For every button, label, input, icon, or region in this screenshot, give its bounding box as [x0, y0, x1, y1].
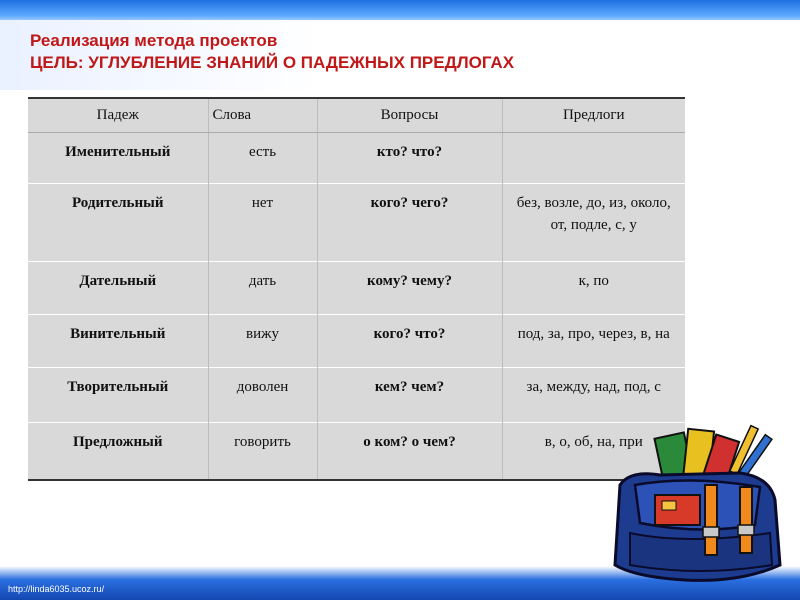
case-cell: Винительный — [28, 315, 208, 368]
column-header-prepositions: Предлоги — [502, 98, 685, 133]
word-cell: дать — [208, 262, 317, 315]
table-row — [28, 368, 685, 423]
column-header-questions: Вопросы — [317, 98, 502, 133]
prepositions-cell: к, по — [502, 262, 685, 315]
word-cell: говорить — [208, 423, 317, 481]
word-cell: доволен — [208, 368, 317, 423]
title-line-1: Реализация метода проектов — [30, 31, 278, 50]
case-cell: Творительный — [28, 368, 208, 423]
questions-cell: о ком? о чем? — [317, 423, 502, 481]
column-header-words: Слова — [208, 98, 317, 133]
word-cell: есть — [208, 133, 317, 184]
word-cell: вижу — [208, 315, 317, 368]
table-row — [28, 315, 685, 368]
prepositions-cell: без, возле, до, из, около, от, подле, с, у — [502, 184, 685, 262]
case-cell: Предложный — [28, 423, 208, 481]
prepositions-cell: в, о, об, на, при — [502, 423, 685, 481]
column-header-case: Падеж — [28, 98, 208, 133]
table-row — [28, 262, 685, 315]
questions-cell: кого? чего? — [317, 184, 502, 262]
questions-cell: кого? что? — [317, 315, 502, 368]
table-row — [28, 423, 685, 481]
cases-table — [28, 97, 685, 481]
questions-cell: кем? чем? — [317, 368, 502, 423]
questions-cell: кто? что? — [317, 133, 502, 184]
school-backpack-icon — [590, 415, 790, 585]
case-cell: Дательный — [28, 262, 208, 315]
title-line-2: ЦЕЛЬ: УГЛУБЛЕНИЕ ЗНАНИЙ О ПАДЕЖНЫХ ПРЕДЛОГАХ — [30, 53, 515, 72]
case-cell: Именительный — [28, 133, 208, 184]
case-cell: Родительный — [28, 184, 208, 262]
prepositions-cell: за, между, над, под, с — [502, 368, 685, 423]
questions-cell: кому? чему? — [317, 262, 502, 315]
slide-title — [30, 30, 514, 74]
prepositions-cell — [502, 133, 685, 184]
word-cell: нет — [208, 184, 317, 262]
table-row — [28, 133, 685, 184]
cases-table-container — [28, 97, 685, 481]
table-row — [28, 184, 685, 262]
footer-url: http://linda6035.ucoz.ru/ — [8, 584, 105, 594]
prepositions-cell: под, за, про, через, в, на — [502, 315, 685, 368]
table-header-row — [28, 98, 685, 133]
